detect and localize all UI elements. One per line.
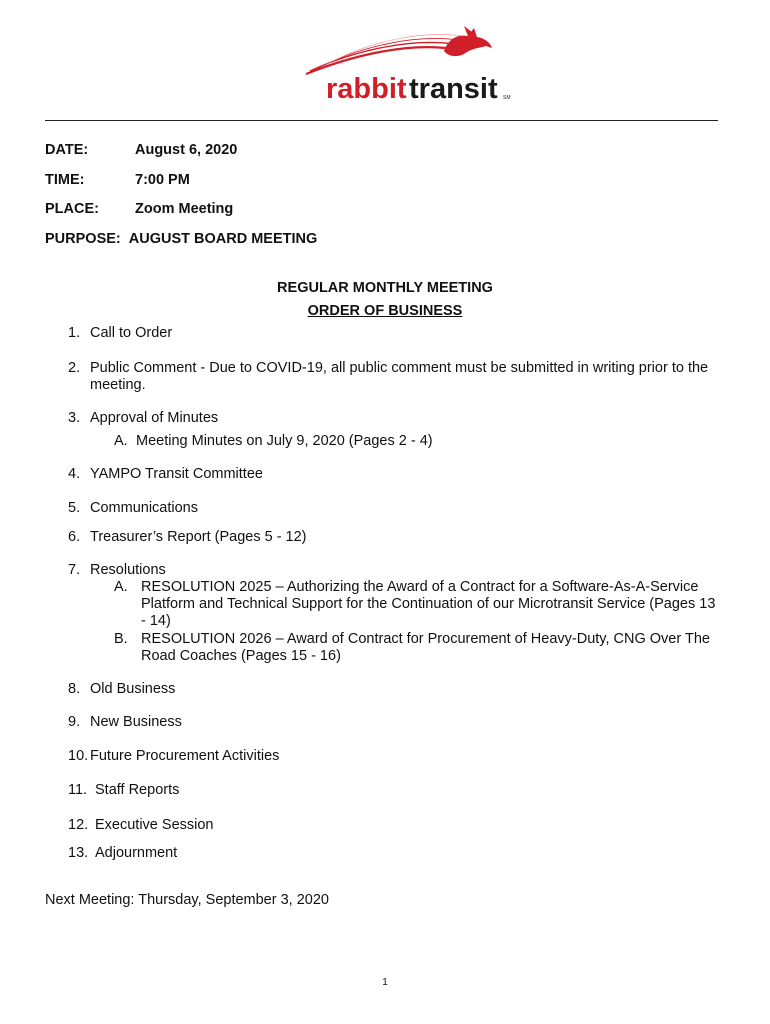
agenda-subitem-letter: A. [114,579,128,595]
time-value: 7:00 PM [135,172,190,188]
purpose-value: AUGUST BOARD MEETING [128,231,318,247]
agenda-item-number: 7. [68,562,81,578]
logo-service-mark: SM [503,95,511,101]
agenda-item-text: Old Business [90,681,176,697]
time-row [45,172,190,188]
agenda-item-text: Future Procurement Activities [90,748,280,764]
agenda-item-number: 11. [68,782,88,798]
date-label: DATE: [45,142,89,158]
page-number: 1 [382,977,388,988]
header-divider [45,120,718,121]
agenda-item-text: Communications [90,500,198,516]
agenda-subitem-letter: B. [114,631,128,647]
agenda-item-number: 8. [68,681,81,697]
agenda-item-number: 9. [68,714,81,730]
agenda-subitem-text: RESOLUTION 2025 – Authorizing the Award of a Contract for a Software-As-A-Service Platform and Technical Support for the Continuation of our Microtransit Service (Pages 13 - 14) [141,579,716,629]
next-meeting: Next Meeting: Thursday, September 3, 2020 [45,892,329,908]
place-value: Zoom Meeting [135,201,234,217]
logo-text-dark: transit [409,73,498,105]
agenda-item-number: 10. [68,748,89,764]
agenda-item-number: 13. [68,845,89,861]
agenda-item-text: YAMPO Transit Committee [90,466,263,482]
agenda-item-number: 12. [68,817,89,833]
agenda-item-text: Approval of Minutes [90,410,219,426]
agenda-item-text: Treasurer’s Report (Pages 5 - 12) [90,529,307,545]
agenda-item-number: 1. [68,325,81,341]
agenda-subtitle-text: ORDER OF BUSINESS [307,303,463,319]
agenda-subitem-text: RESOLUTION 2026 – Award of Contract for Procurement of Heavy-Duty, CNG Over The Road Coaches (Pages 15 - 16) [141,631,710,664]
date-row [45,142,237,158]
place-label: PLACE: [45,201,99,217]
purpose-label: PURPOSE: [45,231,121,247]
date-value: August 6, 2020 [135,142,238,158]
agenda-item-text: Call to Order [90,325,173,341]
agenda-item-text: Staff Reports [95,782,180,798]
rabbit-swoosh-icon [296,26,518,106]
purpose-row [45,231,317,247]
agenda-subtitle [0,303,770,319]
agenda-item-text: Public Comment - Due to COVID-19, all public comment must be submitted in writing prior to the meeting. [90,360,709,393]
rabbittransit-logo [296,26,518,106]
agenda-subitem-text: Meeting Minutes on July 9, 2020 (Pages 2 - 4) [136,433,433,449]
agenda-title: REGULAR MONTHLY MEETING [277,280,493,296]
agenda-item-number: 4. [68,466,81,482]
agenda-item-text: Executive Session [95,817,214,833]
agenda-item-number: 2. [68,360,81,376]
agenda-subitem-letter: A. [114,433,128,449]
agenda-item-number: 6. [68,529,81,545]
agenda-item-text: Resolutions [90,562,166,578]
place-row [45,201,233,217]
agenda-item-number: 3. [68,410,81,426]
logo-text-red: rabbit [326,73,407,105]
agenda-item-text: New Business [90,714,182,730]
agenda-item-number: 5. [68,500,81,516]
time-label: TIME: [45,172,85,188]
agenda-item-text: Adjournment [95,845,178,861]
